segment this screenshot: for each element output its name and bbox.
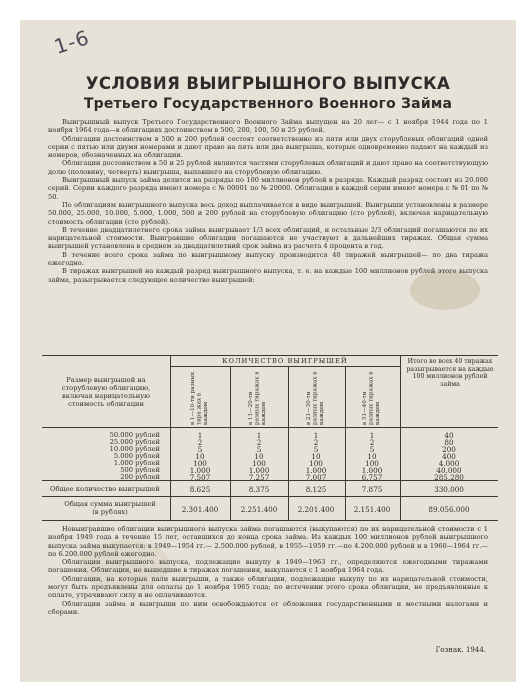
paragraph: Выигрышный выпуск займа делится на разряды по 100 миллионов рублей в разряде. Каждый разряд состоит из 20.000 серий. Серии каждого разряда имеют номера с № 00001 по № 20000. Облигации в каждой серии имеют номера с № 01 по № 50. (48, 176, 488, 201)
prize-count-cell: 2 (369, 438, 375, 447)
imprint: Гознак. 1944. (435, 646, 486, 654)
document-subtitle: Третьего Государственного Военного Займа (83, 96, 453, 112)
prize-count-cell: 1.000 (361, 466, 383, 475)
prize-count-cell: 10 (195, 452, 205, 461)
prize-count-cell: 1 (256, 431, 262, 440)
prize-count-cell: 100 (193, 459, 207, 468)
prize-count-cell: 1.000 (189, 466, 211, 475)
total-column-header: Итого во всех 40 тиражах разыгрывается на каждые 100 миллионов рублей займа (406, 358, 494, 388)
prize-count-cell: 10 (311, 452, 321, 461)
count-value-cell: 7.875 (361, 485, 383, 494)
prize-count-cell: 5 (369, 445, 375, 454)
prize-count-cell: 5 (313, 445, 319, 454)
handwritten-mark: 1-6 (51, 25, 93, 59)
count-value-cell: 8.125 (305, 485, 327, 494)
table-rule (345, 366, 346, 520)
prize-count-cell: 2 (256, 438, 262, 447)
paragraph: В течение всего срока займа по выигрышному выпуску производится 40 тиражей выигрышей— по два тиража ежегодно. (48, 250, 488, 268)
sum-value-cell: 2.301.400 (181, 505, 219, 514)
bond-conditions-sheet (20, 20, 516, 682)
table-rule (288, 366, 289, 520)
table-rule (400, 355, 401, 520)
table-rule (42, 496, 498, 497)
prize-count-cell: 10 (254, 452, 264, 461)
count-label: Общее количество выигрышей (50, 485, 160, 493)
prize-count-cell: 40 (444, 431, 454, 440)
table-rule (230, 366, 231, 520)
sum-label: Общая сумма выигрышей (в рублях) (64, 500, 156, 516)
paragraph: Выигрышный выпуск Третьего Государственного Военного Займа выпущен на 20 лет— с 1 ноября 1944 года по 1 ноября 1964 года—в облигациях достоинством в 500, 200, 100, 50 и 25 рублей. (48, 118, 488, 135)
table-rule (42, 427, 498, 428)
prize-count-cell: 1.000 (248, 466, 270, 475)
table-rule (42, 355, 498, 356)
prize-count-cell: 7.007 (305, 473, 327, 482)
prize-count-cell: 2 (313, 438, 319, 447)
paragraph: В тиражах выигрышей на каждый разряд выигрышного выпуска, т. е. на каждые 100 миллионов рублей этого выпуска займа, разыгрывается следующее количество выигрышей: (48, 267, 488, 284)
sum-value-cell: 89.056.000 (428, 505, 470, 514)
prize-count-cell: 5 (197, 445, 203, 454)
prize-count-cell: 400 (442, 452, 456, 461)
prize-count-cell: 100 (252, 459, 266, 468)
prize-count-cell: 7.507 (189, 473, 211, 482)
count-group-header: КОЛИЧЕСТВО ВЫИГРЫШЕЙ (222, 357, 348, 365)
tirage-header: в 11—20-ти разных тиражах в каждом (248, 371, 267, 425)
table-rule (170, 355, 171, 520)
tirage-header: в 21—30-ти разных тиражах в каждом (306, 371, 325, 425)
sum-value-cell: 2.251.400 (240, 505, 278, 514)
prize-count-cell: 80 (444, 438, 454, 447)
tirage-header: в 31—40-ти разных тиражах в каждом (362, 371, 381, 425)
table-rule (42, 520, 498, 521)
prize-count-cell: 1 (369, 431, 375, 440)
paragraph: Облигации достоинством в 500 и 200 рублей состоят соответственно из пяти или двух сторублевых облигаций одной серии с пятью или двумя номерами и дают право на пять или два выигрыша, которые одновременно падают на каждый из номеров, обозначенных на облигации. (48, 134, 488, 160)
prize-count-cell: 4.000 (438, 459, 460, 468)
prize-count-cell: 1 (313, 431, 319, 440)
document-title: УСЛОВИЯ ВЫИГРЫШНОГО ВЫПУСКА (85, 74, 451, 93)
table-rule (170, 366, 400, 367)
prize-count-cell: 100 (365, 459, 379, 468)
prize-count-cell: 5 (256, 445, 262, 454)
paragraph: Облигации займа и выигрыши по ним освобождаются от обложения государственными и местными налогами и сборами. (48, 599, 488, 616)
tirage-header: в 1—10-ти разных тира жах в каждом (190, 372, 209, 425)
prize-count-cell: 40.000 (436, 466, 462, 475)
sum-value-cell: 2.151.400 (353, 505, 391, 514)
prize-count-cell: 200 (442, 445, 456, 454)
redemption-text (48, 525, 488, 616)
prize-count-cell: 285.280 (434, 473, 464, 482)
size-column-header: Размер выигрышей на сторублевую облигацию, включая нарицательную стоимость облигации (61, 376, 151, 408)
count-value-cell: 8.625 (189, 485, 211, 494)
prize-size: 500 рублей (120, 466, 160, 474)
paragraph: По облигациям выигрышного выпуска весь доход выплачивается в виде выигрышей. Выигрыши установлены в размере 50.000, 25.000, 10.000, 5.000, 1.000, 500 и 200 рублей на сторублевую облигацию (сто рублей), включая нарицательную стоимость облигации (сто рублей). (48, 200, 488, 226)
paragraph: Облигации, на которые пали выигрыши, а также облигации, подлежащие выкупу по их нарицательной стоимости, могут быть предъявлены для оплаты до 1 ноября 1965 года; по истечении этого срока облигации, не предъявленные к оплате, утрачивают силу и не оплачиваются. (48, 574, 488, 600)
prize-count-cell: 6.757 (361, 473, 383, 482)
prize-size: 200 рублей (120, 473, 160, 481)
count-value-cell: 330.000 (434, 485, 464, 494)
paragraph: Облигации выигрышного выпуска, подлежащие выкупу в 1949—1963 гг., определяются ежегодными тиражами погашения. Облигации, не вышедшие в тиражах погашения, выкупаются с 1 ноября 1964 года. (48, 558, 488, 575)
prize-count-cell: 1.000 (305, 466, 327, 475)
count-value-cell: 8.375 (248, 485, 270, 494)
prize-size: 50.000 рублей (109, 431, 160, 439)
paragraph: В течение двадцатилетнего срока займа выигрывает 1/3 всех облигаций, и остальные 2/3 облигаций погашаются по их нарицательной стоимости. Выигравшие облигации погашаются не участвуют в дальнейших тиражах. Общая сумма выигрышей установлена в среднем за двадцатилетний срок займа из расчета 4 процента в год. (48, 225, 488, 251)
paragraph: Облигации достоинством в 50 и 25 рублей являются частями сторублевых облигаций и дают право на соответствующую долю (половину, четверть) выигрыша, выпавшего на сторублевую облигацию. (48, 159, 488, 176)
prize-count-cell: 1 (197, 431, 203, 440)
prize-count-cell: 2 (197, 438, 203, 447)
prize-size: 5.000 рублей (113, 452, 160, 460)
sum-value-cell: 2.201.400 (297, 505, 335, 514)
prize-size: 1.000 рублей (113, 459, 160, 467)
prize-size: 10.000 рублей (109, 445, 160, 453)
conditions-text (48, 118, 488, 284)
prize-size: 25.000 рублей (109, 438, 160, 446)
paragraph: Невыигравшие облигации выигрышного выпуска займа погашаются (выкупаются) по их нарицательной стоимости с 1 ноября 1949 года в течение 15 лет, оставшихся до конца срока займа. Из каждых 100 миллионов рублей выигрышного выпуска займа выкупается: в 1949—1954 гг.— 2.500.000 рублей, в 1955—1959 гг.—по 4.200.000 рублей и в 1960—1964 гг.—по 6.200.000 рублей ежегодно. (48, 525, 488, 558)
prize-count-cell: 7.257 (248, 473, 270, 482)
prize-count-cell: 100 (309, 459, 323, 468)
prize-count-cell: 10 (367, 452, 377, 461)
